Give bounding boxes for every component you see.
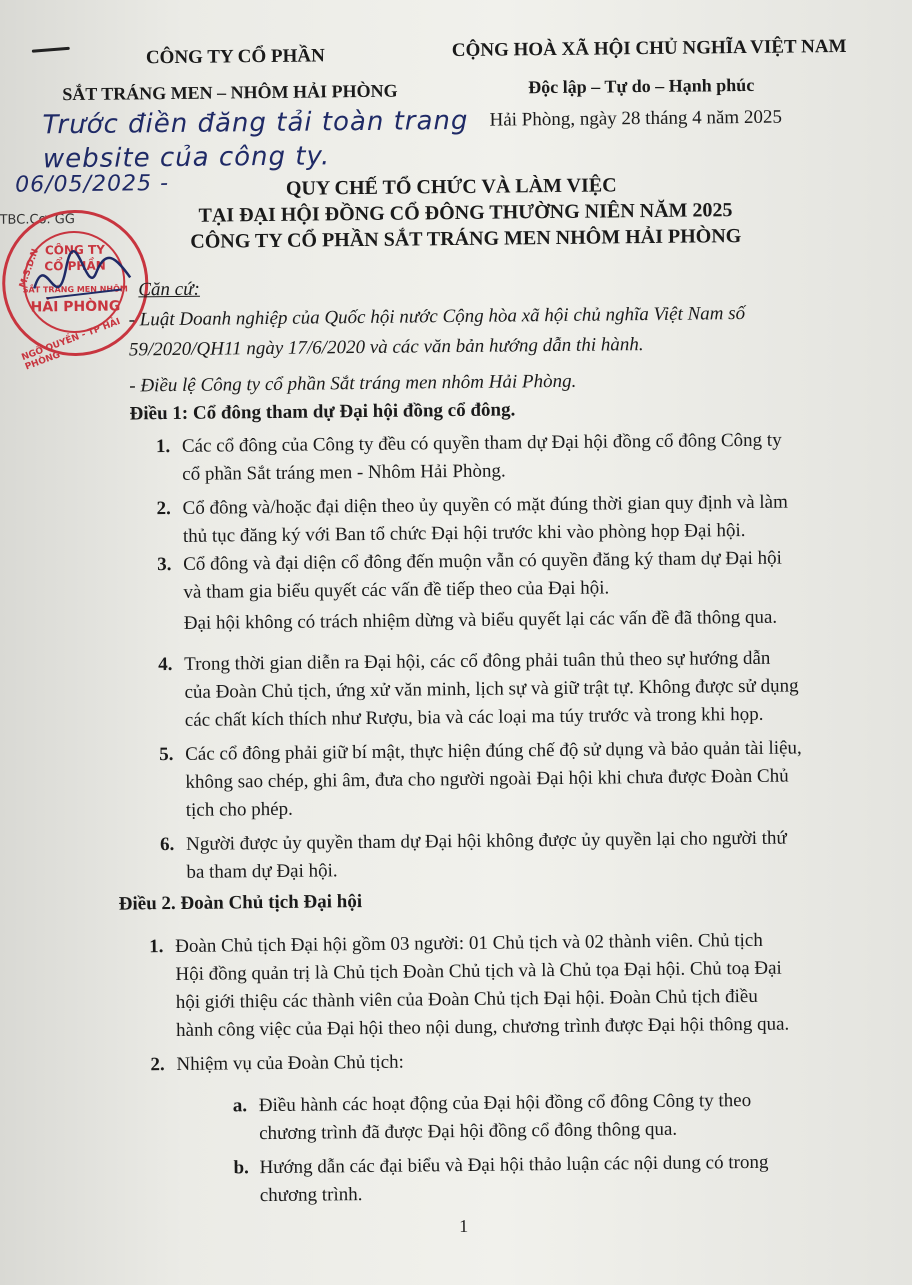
item-line: Trong thời gian diễn ra Đại hội, các cổ đông phải tuân thủ theo sự hướng dẫn [184,647,771,675]
item-line: Cổ đông và đại diện cổ đông đến muộn vẫn có quyền đăng ký tham dự Đại hội [183,547,782,575]
basis-law-line2: 59/2020/QH11 ngày 17/6/2020 và các văn bản hướng dẫn thi hành. [128,334,644,361]
article1-item-6 [160,824,851,887]
article1-item-4 [158,644,849,735]
article2-subitem-b [233,1148,858,1211]
article1-item-2 [156,488,847,551]
article1-item-3 [157,544,848,607]
item-line: hội giới thiệu các thành viên của Đoàn Chủ tịch Đại hội. Đoàn Chủ tịch điều [175,985,758,1013]
item-line: hành công việc của Đại hội theo nội dung, chương trình được Đại hội thông qua. [175,1013,790,1041]
motto: Độc lập – Tự do – Hạnh phúc [528,74,755,98]
item-line: cổ phần Sắt tráng men - Nhôm Hải Phòng. [182,460,506,485]
item-line: Hội đồng quản trị là Chủ tịch Đoàn Chủ tịch và là Chủ tọa Đại hội. Chủ toạ Đại [175,957,782,985]
item-line: Nhiệm vụ của Đoàn Chủ tịch: [176,1051,404,1075]
article1-item-5 [159,734,850,825]
republic-title: CỘNG HOÀ XÃ HỘI CHỦ NGHĨA VIỆT NAM [451,35,847,62]
title-line3: CÔNG TY CỔ PHẦN SẮT TRÁNG MEN NHÔM HẢI PHÒNG [190,225,742,253]
article2-item-2 [150,1044,854,1079]
item-line: Các cổ đông phải giữ bí mật, thực hiện đúng chế độ sử dụng và bảo quản tài liệu, [185,737,802,765]
handwritten-note-line1: Trước điền đăng tải toàn trang [42,105,469,141]
article1-heading: Điều 1: Cổ đông tham dự Đại hội đồng cổ đông. [129,399,516,425]
item-number: 3. [157,554,172,576]
stamp-code: TBC.Cơ. GG [0,212,75,228]
seal-ring-bottom: NGÔ QUYỀN - TP HẢI PHÒNG [20,316,122,373]
article1-note: Đại hội không có trách nhiệm dừng và biểu quyết lại các vấn đề đã thông qua. [183,606,778,634]
seal-line2: CỔ PHẦN [44,258,106,274]
seal-ring-left: M.S.D.N [17,247,41,290]
article1-item-1 [156,426,847,489]
item-line: chương trình đã được Đại hội đồng cổ đông thông qua. [259,1118,678,1145]
title-line2: TẠI ĐẠI HỘI ĐỒNG CỔ ĐÔNG THƯỜNG NIÊN NĂM 2025 [198,199,733,227]
basis-heading: Căn cứ: [138,278,200,301]
item-number: 4. [158,654,173,676]
page-number: 1 [459,1215,469,1237]
subitem-letter: a. [232,1095,248,1117]
item-number: 1. [155,436,171,458]
pen-mark [32,47,70,53]
item-line: và tham gia biểu quyết các vấn đề tiếp theo của Đại hội. [183,577,610,603]
item-line: không sao chép, ghi âm, đưa cho người ngoài Đại hội khi chưa được Đoàn Chủ [185,765,789,793]
item-line: của Đoàn Chủ tịch, ứng xử văn minh, lịch sự và giữ trật tự. Không được sử dụng [184,675,799,703]
item-line: ba tham dự Đại hội. [186,860,338,883]
item-number: 1. [149,936,164,958]
item-number: 5. [159,744,174,766]
item-line: chương trình. [259,1184,363,1207]
handwritten-note-line2: website của công ty. [42,141,331,175]
subitem-letter: b. [233,1157,249,1179]
article2-heading: Điều 2. Đoàn Chủ tịch Đại hội [118,891,363,915]
item-number: 6. [160,834,175,856]
item-line: Hướng dẫn các đại biểu và Đại hội thảo luận các nội dung có trong [259,1151,769,1179]
item-line: tịch cho phép. [185,798,293,821]
item-line: Người được ủy quyền tham dự Đại hội không được ủy quyền lại cho người thứ [186,827,787,855]
basis-charter: - Điều lệ Công ty cổ phần Sắt tráng men nhôm Hải Phòng. [129,370,577,397]
handwritten-date: 06/05/2025 - [15,171,170,198]
item-line: Cổ đông và/hoặc đại diện theo ủy quyền có mặt đúng thời gian quy định và làm [182,491,788,519]
item-line: Đoàn Chủ tịch Đại hội gồm 03 người: 01 Chủ tịch và 02 thành viên. Chủ tịch [175,929,763,957]
signature [26,247,137,308]
seal-line3: SẮT TRÁNG MEN NHÔM [22,284,128,295]
basis-law-line1: - Luật Doanh nghiệp của Quốc hội nước Cộng hòa xã hội chủ nghĩa Việt Nam số [128,302,746,331]
title-line1: QUY CHẾ TỔ CHỨC VÀ LÀM VIỆC [285,174,617,200]
item-number: 2. [156,498,171,520]
item-line: thủ tục đăng ký với Ban tổ chức Đại hội trước khi vào phòng họp Đại hội. [182,520,746,547]
seal-line1: CÔNG TY [44,242,105,258]
article2-subitem-a [233,1086,858,1149]
article2-item-1 [149,926,854,1045]
item-line: Các cổ đông của Công ty đều có quyền tham dự Đại hội đồng cổ đông Công ty [181,429,782,457]
company-name-line2: SẮT TRÁNG MEN – NHÔM HẢI PHÒNG [62,80,398,105]
item-number: 2. [150,1054,165,1076]
item-line: Điều hành các hoạt động của Đại hội đồng cổ đông Công ty theo [258,1089,752,1117]
place-date: Hải Phòng, ngày 28 tháng 4 năm 2025 [489,106,783,131]
seal-line4: HẢI PHÒNG [30,298,121,316]
item-line: các chất kích thích như Rượu, bia và các loại ma túy trước và trong khi họp. [184,703,764,731]
company-name-line1: CÔNG TY CỔ PHẦN [145,45,325,69]
